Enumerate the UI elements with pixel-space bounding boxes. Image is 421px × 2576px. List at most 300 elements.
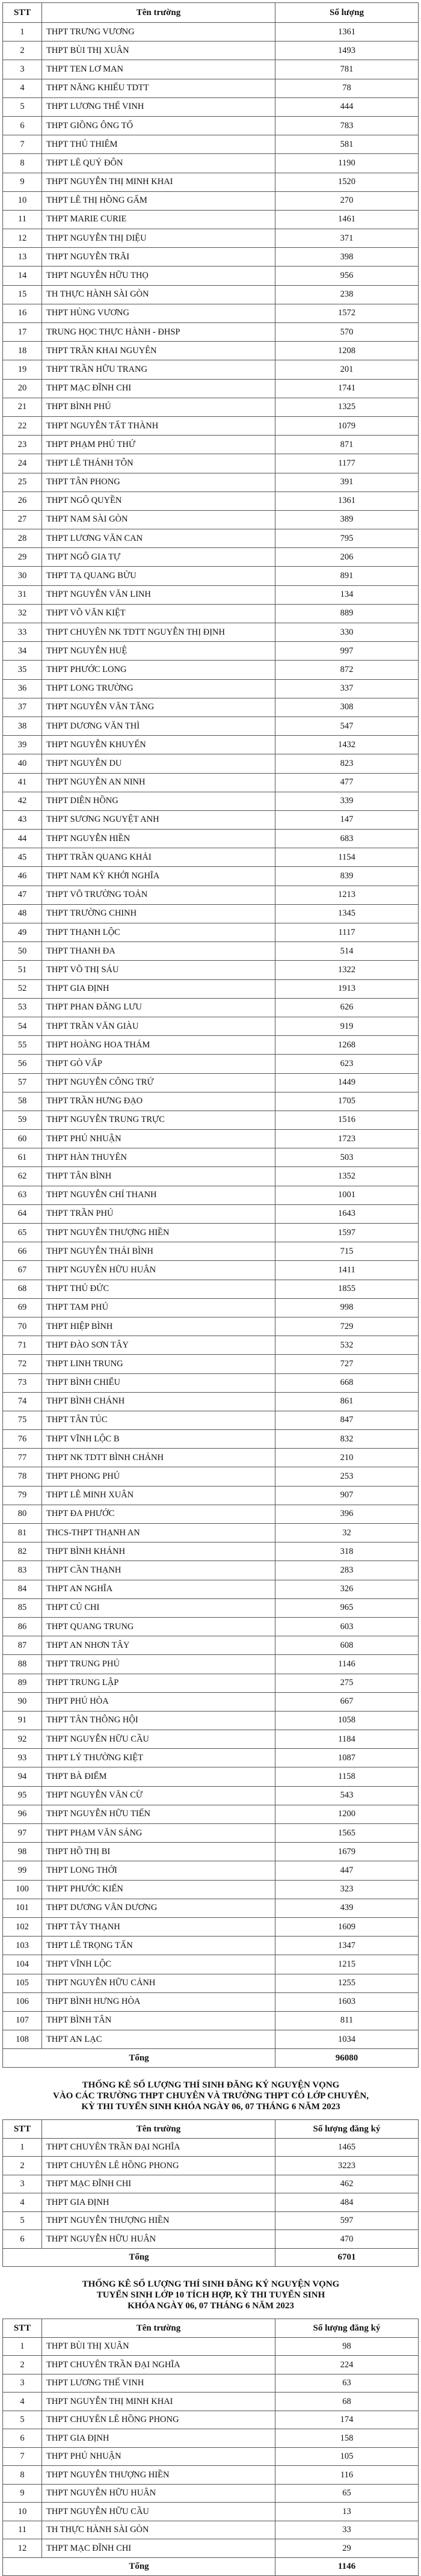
school-name: THPT SƯƠNG NGUYỆT ANH <box>42 810 275 829</box>
table-row <box>3 1111 419 1129</box>
registration-count: 1741 <box>275 379 419 398</box>
table-row <box>3 1730 419 1749</box>
school-name: THPT CHUYÊN TRẦN ĐẠI NGHĨA <box>42 2138 275 2157</box>
row-index: 52 <box>3 979 42 998</box>
table-row <box>3 1955 419 1974</box>
school-name: THPT NGUYỄN THƯỢNG HIỀN <box>42 1224 275 1242</box>
registration-count: 729 <box>275 1317 419 1336</box>
registration-count: 832 <box>275 1430 419 1449</box>
table-row <box>3 2337 419 2356</box>
registration-count: 1597 <box>275 1224 419 1242</box>
table-row <box>3 491 419 510</box>
row-index: 53 <box>3 998 42 1017</box>
row-index: 55 <box>3 1036 42 1055</box>
row-index: 13 <box>3 248 42 267</box>
total-label: Tổng <box>3 2557 275 2576</box>
registration-count: 668 <box>275 1373 419 1392</box>
row-index: 37 <box>3 698 42 716</box>
row-index: 66 <box>3 1242 42 1261</box>
table-row <box>3 2429 419 2448</box>
registration-count: 1465 <box>275 2138 419 2157</box>
registration-count: 727 <box>275 1355 419 1373</box>
school-name: THPT NGUYỄN CÔNG TRỨ <box>42 1073 275 1092</box>
school-name: THPT ĐÀO SƠN TÂY <box>42 1336 275 1355</box>
row-index: 94 <box>3 1767 42 1786</box>
table-body <box>3 2138 419 2248</box>
school-name: THPT BÙI THỊ XUÂN <box>42 2337 275 2356</box>
school-name: THPT NGUYỄN THỊ MINH KHAI <box>42 2393 275 2411</box>
table-row <box>3 342 419 360</box>
table-row <box>3 1692 419 1711</box>
school-name: THPT BÌNH CHIỂU <box>42 1373 275 1392</box>
row-index: 6 <box>3 116 42 135</box>
row-index: 106 <box>3 1992 42 2011</box>
total-value: 6701 <box>275 2248 419 2267</box>
school-name: THPT CHUYÊN LÊ HỒNG PHONG <box>42 2157 275 2175</box>
table-row <box>3 1749 419 1767</box>
table-row <box>3 454 419 473</box>
school-name: THPT VĨNH LỘC B <box>42 1430 275 1449</box>
row-index: 57 <box>3 1073 42 1092</box>
row-index: 87 <box>3 1636 42 1655</box>
registration-count: 1215 <box>275 1955 419 1974</box>
school-name: THPT NGUYỄN VĂN CỪ <box>42 1786 275 1805</box>
row-index: 61 <box>3 1148 42 1167</box>
table-row <box>3 867 419 886</box>
registration-count: 608 <box>275 1636 419 1655</box>
school-name: THPT MARIE CURIE <box>42 210 275 229</box>
table-row <box>3 2393 419 2411</box>
registration-count: 105 <box>275 2447 419 2466</box>
table-row <box>3 773 419 792</box>
row-index: 3 <box>3 2374 42 2393</box>
registration-count: 33 <box>275 2521 419 2539</box>
row-index: 76 <box>3 1430 42 1449</box>
row-index: 49 <box>3 923 42 942</box>
table-row <box>3 379 419 398</box>
row-index: 15 <box>3 285 42 304</box>
table-row <box>3 830 419 848</box>
row-index: 24 <box>3 454 42 473</box>
table-row <box>3 604 419 623</box>
row-index: 96 <box>3 1805 42 1823</box>
total-row <box>3 2049 419 2068</box>
table-row <box>3 1880 419 1899</box>
row-index: 28 <box>3 529 42 548</box>
row-index: 39 <box>3 736 42 754</box>
registration-count: 570 <box>275 323 419 342</box>
table-row <box>3 1917 419 1936</box>
registration-count: 543 <box>275 1786 419 1805</box>
registration-count: 462 <box>275 2175 419 2193</box>
registration-table-integrated <box>2 2319 419 2576</box>
registration-count: 811 <box>275 2011 419 2030</box>
row-index: 2 <box>3 2157 42 2175</box>
row-index: 3 <box>3 60 42 79</box>
school-name: THPT NGUYỄN HỮU TIẾN <box>42 1805 275 1823</box>
row-index: 93 <box>3 1749 42 1767</box>
school-name: THPT HÀN THUYÊN <box>42 1148 275 1167</box>
row-index: 81 <box>3 1524 42 1542</box>
table-row <box>3 736 419 754</box>
school-name: THPT LINH TRUNG <box>42 1355 275 1373</box>
row-index: 60 <box>3 1130 42 1148</box>
table-row <box>3 1598 419 1617</box>
registration-count: 1565 <box>275 1824 419 1843</box>
school-name: THCS-THPT THẠNH AN <box>42 1524 275 1542</box>
table-row <box>3 2484 419 2503</box>
row-index: 44 <box>3 830 42 848</box>
registration-count: 68 <box>275 2393 419 2411</box>
row-index: 59 <box>3 1111 42 1129</box>
total-label: Tổng <box>3 2248 275 2267</box>
school-name: THPT MẠC ĐĨNH CHI <box>42 2539 275 2558</box>
title-line: THỐNG KÊ SỐ LƯỢNG THÍ SINH ĐĂNG KÝ NGUYỆN VỌNG <box>82 2080 340 2091</box>
row-index: 7 <box>3 135 42 154</box>
row-index: 19 <box>3 360 42 379</box>
school-name: THPT NGUYỄN THÁI BÌNH <box>42 1242 275 1261</box>
table-body <box>3 2337 419 2557</box>
school-name: THPT GÒ VẤP <box>42 1055 275 1073</box>
table-row <box>3 1467 419 1486</box>
row-index: 75 <box>3 1411 42 1429</box>
school-name: THPT PHƯỚC LONG <box>42 661 275 679</box>
row-index: 33 <box>3 623 42 642</box>
school-name: THPT LÊ THỊ HỒNG GẤM <box>42 191 275 210</box>
table-row <box>3 1298 419 1317</box>
row-index: 2 <box>3 42 42 60</box>
row-index: 29 <box>3 548 42 567</box>
row-index: 4 <box>3 2193 42 2212</box>
title-line: VÀO CÁC TRƯỜNG THPT CHUYÊN VÀ TRƯỜNG THPT CÓ LỚP CHUYÊN, <box>53 2091 369 2101</box>
registration-count: 823 <box>275 754 419 773</box>
school-name: THPT PHONG PHÚ <box>42 1467 275 1486</box>
registration-count: 1087 <box>275 1749 419 1767</box>
registration-count: 477 <box>275 773 419 792</box>
table-row <box>3 942 419 961</box>
school-name: THPT NGUYỄN HIỀN <box>42 830 275 848</box>
school-name: THPT PHẠM VĂN SÁNG <box>42 1824 275 1843</box>
table-row <box>3 1148 419 1167</box>
section-title-integrated <box>2 2279 419 2311</box>
table-row <box>3 1767 419 1786</box>
table-row <box>3 1336 419 1355</box>
registration-count: 1609 <box>275 1917 419 1936</box>
school-name: THPT NGUYỄN TRÃI <box>42 248 275 267</box>
row-index: 86 <box>3 1617 42 1636</box>
table-row <box>3 97 419 116</box>
row-index: 62 <box>3 1167 42 1186</box>
row-index: 1 <box>3 2138 42 2157</box>
row-index: 95 <box>3 1786 42 1805</box>
table-row <box>3 1130 419 1148</box>
table-row <box>3 173 419 191</box>
row-index: 4 <box>3 2393 42 2411</box>
school-name: THPT NGUYỄN TRUNG TRỰC <box>42 1111 275 1129</box>
row-index: 70 <box>3 1317 42 1336</box>
table-row <box>3 154 419 173</box>
table-row <box>3 1430 419 1449</box>
row-index: 90 <box>3 1692 42 1711</box>
table-row <box>3 60 419 79</box>
registration-count: 78 <box>275 79 419 97</box>
school-name: THPT LÝ THƯỜNG KIỆT <box>42 1749 275 1767</box>
table-row <box>3 1017 419 1035</box>
table-row <box>3 1317 419 1336</box>
registration-count: 1034 <box>275 2030 419 2049</box>
table-row <box>3 436 419 454</box>
registration-count: 134 <box>275 585 419 604</box>
row-index: 102 <box>3 1917 42 1936</box>
school-name: THPT VĨNH LỘC <box>42 1955 275 1974</box>
row-index: 9 <box>3 2484 42 2503</box>
table-row <box>3 1711 419 1730</box>
school-name: TH THỰC HÀNH SÀI GÒN <box>42 2521 275 2539</box>
school-name: THPT DƯƠNG VĂN THÌ <box>42 716 275 735</box>
table-row <box>3 2411 419 2429</box>
registration-count: 63 <box>275 2374 419 2393</box>
title-line: KHÓA NGÀY 06, 07 THÁNG 6 NĂM 2023 <box>128 2301 294 2311</box>
row-index: 12 <box>3 229 42 248</box>
school-name: THPT NGUYỄN THƯỢNG HIỀN <box>42 2211 275 2230</box>
table-row <box>3 2211 419 2230</box>
school-name: THPT NGUYỄN TẤT THÀNH <box>42 416 275 435</box>
school-name: THPT NGUYỄN VĂN TĂNG <box>42 698 275 716</box>
school-name: THPT PHÚ HÒA <box>42 1692 275 1711</box>
school-name: THPT LƯƠNG VĂN CAN <box>42 529 275 548</box>
registration-count: 503 <box>275 1148 419 1167</box>
header-school-name: Tên trường <box>42 3 275 23</box>
school-name: THPT THANH ĐA <box>42 942 275 961</box>
table-row <box>3 1449 419 1467</box>
row-index: 67 <box>3 1261 42 1280</box>
registration-count: 116 <box>275 2466 419 2485</box>
school-name: THPT THỦ ĐỨC <box>42 1280 275 1298</box>
registration-count: 1705 <box>275 1092 419 1111</box>
table-row <box>3 1524 419 1542</box>
school-name: THPT TRẦN HƯNG ĐẠO <box>42 1092 275 1111</box>
school-name: THPT NAM KỲ KHỞI NGHĨA <box>42 867 275 886</box>
school-name: THPT DIÊN HỒNG <box>42 792 275 810</box>
school-name: THPT LƯƠNG THẾ VINH <box>42 2374 275 2393</box>
school-name: THPT PHẠM PHÚ THỨ <box>42 436 275 454</box>
table-row <box>3 2230 419 2249</box>
table-row <box>3 2175 419 2193</box>
table-row <box>3 1805 419 1823</box>
school-name: THPT MẠC ĐĨNH CHI <box>42 379 275 398</box>
registration-count: 1643 <box>275 1204 419 1223</box>
registration-table-main <box>2 2 419 2068</box>
table-row <box>3 998 419 1017</box>
table-row <box>3 1786 419 1805</box>
table-row <box>3 1036 419 1055</box>
table-row <box>3 1224 419 1242</box>
row-index: 82 <box>3 1542 42 1561</box>
school-name: THPT LÊ TRỌNG TẤN <box>42 1937 275 1955</box>
row-index: 71 <box>3 1336 42 1355</box>
row-index: 17 <box>3 323 42 342</box>
row-index: 105 <box>3 1974 42 1992</box>
row-index: 5 <box>3 97 42 116</box>
table-row <box>3 792 419 810</box>
school-name: THPT NGUYỄN HỮU THỌ <box>42 267 275 285</box>
school-name: THPT AN LẠC <box>42 2030 275 2049</box>
school-name: THPT NGUYỄN VĂN LINH <box>42 585 275 604</box>
table-row <box>3 210 419 229</box>
school-name: THPT TRẦN KHAI NGUYÊN <box>42 342 275 360</box>
school-name: THPT THỦ THIÊM <box>42 135 275 154</box>
registration-count: 997 <box>275 642 419 661</box>
registration-count: 1190 <box>275 154 419 173</box>
school-name: THPT BÌNH HƯNG HÒA <box>42 1992 275 2011</box>
total-label: Tổng <box>3 2049 275 2068</box>
registration-count: 391 <box>275 473 419 491</box>
table-row <box>3 567 419 585</box>
registration-count: 224 <box>275 2356 419 2374</box>
school-name: THPT GIỒNG ÔNG TỐ <box>42 116 275 135</box>
school-name: THPT TẠ QUANG BỬU <box>42 567 275 585</box>
table-row <box>3 1992 419 2011</box>
registration-count: 861 <box>275 1392 419 1411</box>
school-name: THPT BÌNH PHÚ <box>42 398 275 416</box>
school-name: THPT PHÚ NHUẬN <box>42 1130 275 1148</box>
school-name: THPT NGUYỄN HỮU HUÂN <box>42 2484 275 2503</box>
row-index: 97 <box>3 1824 42 1843</box>
table-row <box>3 2138 419 2157</box>
table-row <box>3 1843 419 1861</box>
row-index: 107 <box>3 2011 42 2030</box>
registration-count: 1268 <box>275 1036 419 1055</box>
registration-table-specialized <box>2 2119 419 2267</box>
table-header-row <box>3 2319 419 2338</box>
header-stt: STT <box>3 3 42 23</box>
registration-count: 29 <box>275 2539 419 2558</box>
registration-count: 1322 <box>275 961 419 979</box>
school-name: THPT MẠC ĐĨNH CHI <box>42 2175 275 2193</box>
school-name: THPT NGUYỄN AN NINH <box>42 773 275 792</box>
school-name: TRUNG HỌC THỰC HÀNH - ĐHSP <box>42 323 275 342</box>
school-name: THPT LONG THỚI <box>42 1861 275 1880</box>
registration-count: 174 <box>275 2411 419 2429</box>
school-name: THPT NGUYỄN HỮU HUÂN <box>42 2230 275 2249</box>
header-count: Số lượng đăng ký <box>275 2120 419 2139</box>
school-name: THPT TRUNG PHÚ <box>42 1655 275 1674</box>
table-row <box>3 1242 419 1261</box>
row-index: 31 <box>3 585 42 604</box>
title-line: THỐNG KÊ SỐ LƯỢNG THÍ SINH ĐĂNG KÝ NGUYỆN VỌNG <box>82 2279 340 2290</box>
school-name: THPT CỦ CHI <box>42 1598 275 1617</box>
table-row <box>3 923 419 942</box>
table-row <box>3 135 419 154</box>
registration-count: 330 <box>275 623 419 642</box>
title-line: TUYỂN SINH LỚP 10 TÍCH HỢP, KỲ THI TUYỂN SINH <box>96 2290 325 2300</box>
school-name: THPT VÕ TRƯỜNG TOẢN <box>42 886 275 904</box>
registration-count: 439 <box>275 1899 419 1917</box>
table-row <box>3 2539 419 2558</box>
row-index: 101 <box>3 1899 42 1917</box>
registration-count: 839 <box>275 867 419 886</box>
table-header-row <box>3 2120 419 2139</box>
school-name: THPT LƯƠNG THẾ VINH <box>42 97 275 116</box>
table-row <box>3 2374 419 2393</box>
registration-count: 1347 <box>275 1937 419 1955</box>
school-name: THPT BÀ ĐIỂM <box>42 1767 275 1786</box>
table-row <box>3 848 419 867</box>
school-name: THPT NGUYỄN THƯỢNG HIỀN <box>42 2466 275 2485</box>
registration-count: 238 <box>275 285 419 304</box>
row-index: 64 <box>3 1204 42 1223</box>
table-row <box>3 1505 419 1523</box>
row-index: 8 <box>3 154 42 173</box>
registration-count: 847 <box>275 1411 419 1429</box>
school-name: THPT NGUYỄN HUỆ <box>42 642 275 661</box>
header-count: Số lượng <box>275 3 419 23</box>
row-index: 8 <box>3 2466 42 2485</box>
row-index: 25 <box>3 473 42 491</box>
title-line: KỲ THI TUYỂN SINH KHÓA NGÀY 06, 07 THÁNG 6 NĂM 2023 <box>81 2102 340 2112</box>
school-name: THPT CHUYÊN NK TDTT NGUYỄN THỊ ĐỊNH <box>42 623 275 642</box>
registration-count: 781 <box>275 60 419 79</box>
row-index: 6 <box>3 2429 42 2448</box>
registration-count: 1449 <box>275 1073 419 1092</box>
row-index: 26 <box>3 491 42 510</box>
row-index: 74 <box>3 1392 42 1411</box>
school-name: THPT NĂNG KHIẾU TDTT <box>42 79 275 97</box>
table-row <box>3 79 419 97</box>
registration-count: 783 <box>275 116 419 135</box>
row-index: 20 <box>3 379 42 398</box>
registration-count: 447 <box>275 1861 419 1880</box>
header-school-name: Tên trường <box>42 2120 275 2139</box>
school-name: THPT CHUYÊN LÊ HỒNG PHONG <box>42 2411 275 2429</box>
registration-count: 626 <box>275 998 419 1017</box>
registration-count: 889 <box>275 604 419 623</box>
table-row <box>3 1542 419 1561</box>
header-count: Số lượng đăng ký <box>275 2319 419 2338</box>
section-title-specialized <box>2 2080 419 2112</box>
table-row <box>3 1974 419 1992</box>
row-index: 51 <box>3 961 42 979</box>
registration-count: 1516 <box>275 1111 419 1129</box>
row-index: 41 <box>3 773 42 792</box>
school-name: THPT PHƯỚC KIỂN <box>42 1880 275 1899</box>
row-index: 16 <box>3 304 42 322</box>
registration-count: 1432 <box>275 736 419 754</box>
table-row <box>3 510 419 529</box>
school-name: THPT PHAN ĐĂNG LƯU <box>42 998 275 1017</box>
table-row <box>3 1824 419 1843</box>
table-row <box>3 2193 419 2212</box>
table-row <box>3 979 419 998</box>
table-row <box>3 473 419 491</box>
school-name: THPT BÌNH KHÁNH <box>42 1542 275 1561</box>
table-row <box>3 1655 419 1674</box>
table-row <box>3 754 419 773</box>
registration-count: 956 <box>275 267 419 285</box>
table-row <box>3 2466 419 2485</box>
school-name: THPT LÊ QUÝ ĐÔN <box>42 154 275 173</box>
registration-count: 1058 <box>275 1711 419 1730</box>
table-row <box>3 1899 419 1917</box>
registration-count: 323 <box>275 1880 419 1899</box>
school-name: THPT NGUYỄN HỮU HUÂN <box>42 1261 275 1280</box>
registration-count: 1411 <box>275 1261 419 1280</box>
registration-count: 1493 <box>275 42 419 60</box>
school-name: THPT TEN LƠ MAN <box>42 60 275 79</box>
row-index: 1 <box>3 2337 42 2356</box>
total-row <box>3 2248 419 2267</box>
registration-count: 1461 <box>275 210 419 229</box>
